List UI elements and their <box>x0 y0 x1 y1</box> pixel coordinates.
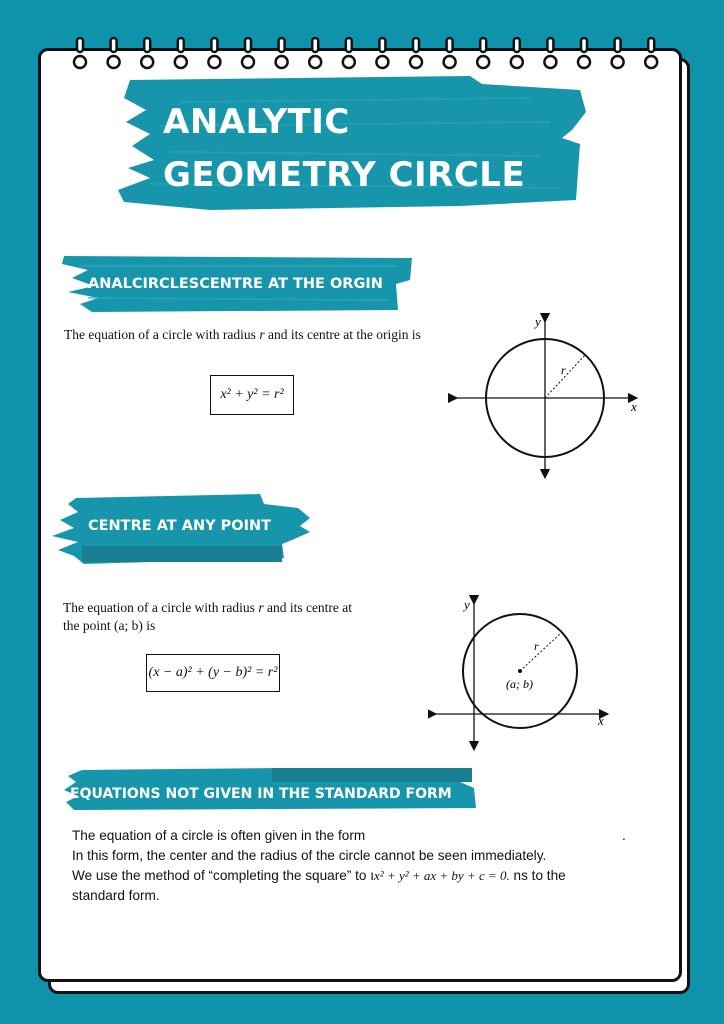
ring-hole <box>276 56 288 68</box>
ring-hook <box>581 38 587 52</box>
ring-hook <box>447 38 453 52</box>
ring-hook <box>648 38 654 52</box>
ring-hole <box>612 56 624 68</box>
ring-hook <box>111 38 117 52</box>
ring-hook <box>77 38 83 52</box>
section1-circle-figure <box>445 312 645 482</box>
ring-hook <box>413 38 419 52</box>
section2-text-var: r <box>258 600 264 615</box>
ring-hook <box>615 38 621 52</box>
ring-hole <box>309 56 321 68</box>
spiral-binding <box>0 0 724 80</box>
ring-hole <box>74 56 86 68</box>
radius-label: r <box>534 639 539 653</box>
section2-text-post: and its centre at <box>263 600 353 615</box>
section1-heading: ANALCIRCLESCENTRE AT THE ORGIN <box>88 276 383 292</box>
section3-line3-equation: x² + y² + ax + by + c = 0. <box>374 868 510 883</box>
ring-hole <box>141 56 153 68</box>
section2-text-pre: The equation of a circle with radius <box>63 600 259 615</box>
section1-text-pre: The equation of a circle with radius <box>64 327 260 342</box>
ring-hook <box>279 38 285 52</box>
section2-circle-figure <box>428 594 618 754</box>
title-line-1: ANALYTIC <box>163 102 350 142</box>
radius-label: r <box>561 363 566 377</box>
section3-line3-pre: We use the method of “completing the square” to ı <box>72 868 374 883</box>
ring-hook <box>312 38 318 52</box>
section2-text <box>63 599 352 635</box>
radius-line <box>520 632 562 671</box>
ring-hole <box>645 56 657 68</box>
title-line-2: GEOMETRY CIRCLE <box>163 155 526 195</box>
section2-equation: (x − a)² + (y − b)² = r² <box>148 665 278 680</box>
ring-hole <box>242 56 254 68</box>
ring-hole <box>511 56 523 68</box>
section2-heading: CENTRE AT ANY POINT <box>88 518 272 534</box>
ring-hole <box>477 56 489 68</box>
section1-equation-box <box>210 375 294 415</box>
ring-hole <box>578 56 590 68</box>
ring-hole <box>376 56 388 68</box>
y-axis-label: y <box>535 314 541 329</box>
ring-hole <box>544 56 556 68</box>
section3-line3-post: ns to the <box>509 868 566 883</box>
ring-hook <box>211 38 217 52</box>
ring-hook <box>178 38 184 52</box>
section2-equation-box <box>146 654 280 692</box>
ring-hook <box>480 38 486 52</box>
section3-line4: standard form. <box>72 888 160 903</box>
section3-heading: EQUATIONS NOT GIVEN IN THE STANDARD FORM <box>70 786 452 802</box>
section2-text-line2: the point (a; b) is <box>63 618 156 633</box>
x-axis-label: x <box>598 713 604 728</box>
ring-hole <box>444 56 456 68</box>
ring-hole <box>343 56 355 68</box>
ring-hook <box>514 38 520 52</box>
center-label: (a; b) <box>506 677 533 691</box>
section3-line1: The equation of a circle is often given in the form <box>72 828 366 843</box>
page-title <box>163 96 525 202</box>
y-axis-label: y <box>464 597 470 612</box>
ring-hole <box>175 56 187 68</box>
ring-hook <box>346 38 352 52</box>
ring-hole <box>410 56 422 68</box>
section1-text <box>64 326 421 344</box>
section3-body <box>72 826 632 906</box>
ring-hook <box>144 38 150 52</box>
ring-hole <box>108 56 120 68</box>
ring-hole <box>208 56 220 68</box>
section3-line2: In this form, the center and the radius of the circle cannot be seen immediately. <box>72 848 547 863</box>
section1-equation: x² + y² = r² <box>220 387 284 402</box>
ring-hook <box>245 38 251 52</box>
ring-hook <box>547 38 553 52</box>
ring-hook <box>379 38 385 52</box>
section1-text-post: and its centre at the origin is <box>264 327 421 342</box>
section3-dot: . <box>622 828 626 843</box>
x-axis-label: x <box>631 399 637 414</box>
section1-text-var: r <box>259 327 265 342</box>
